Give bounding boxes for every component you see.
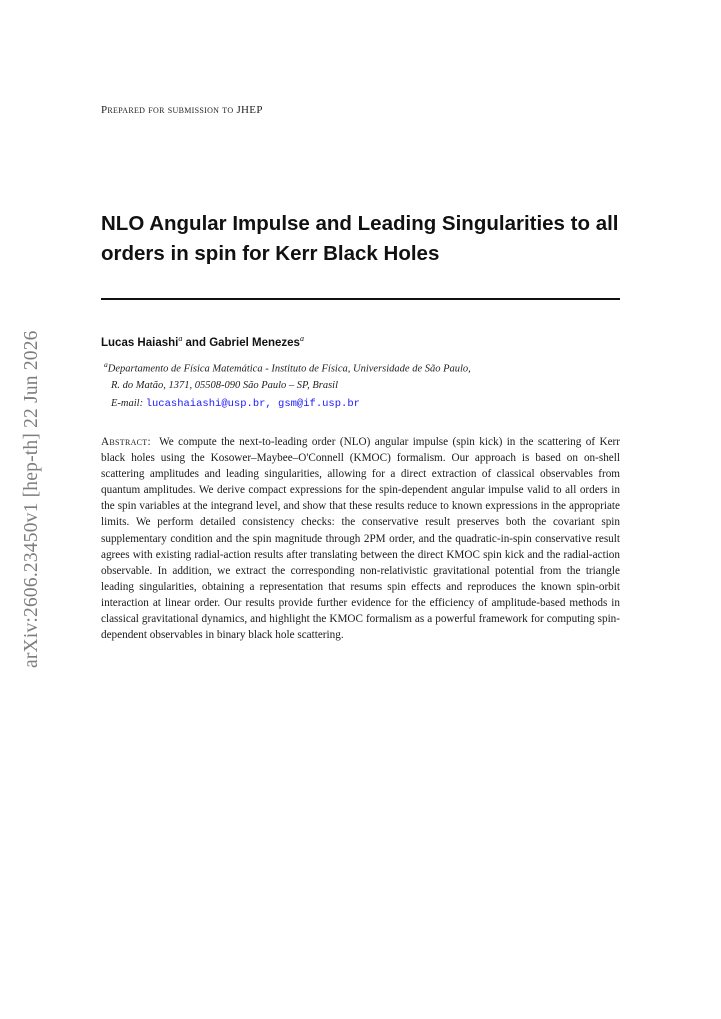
submission-note	[101, 104, 263, 116]
affiliation-line-1: Departamento de Física Matemática - Instituto de Física, Universidade de São Paulo,	[107, 363, 471, 375]
author-joiner: and	[182, 336, 210, 349]
author-name: Gabriel Menezes	[209, 336, 300, 349]
paper-title: NLO Angular Impulse and Leading Singularities to all orders in spin for Kerr Black Holes	[101, 212, 619, 265]
author-name: Lucas Haiashi	[101, 336, 179, 349]
affiliation-line-2: R. do Matão, 1371, 05508-090 São Paulo – SP, Brasil	[111, 379, 339, 391]
author-affil-mark: a	[178, 334, 183, 343]
abstract	[101, 434, 620, 643]
submission-note-text: Prepared for submission to JHEP	[101, 104, 263, 116]
affiliation	[104, 357, 624, 394]
abstract-text: We compute the next-to-leading order (NLO) angular impulse (spin kick) in the scattering of Kerr black holes using the Kosower–Maybee–O'Connell (KMOC) formalism. Our approach is based on on-shell scattering amplitudes and leading singularities, allowing for a direct extraction of classical observables from quantum amplitudes. We derive compact expressions for the spin-dependent angular impulse valid to all orders in the spin variables at the integrand level, and show that these results reduce to known expressions in the appropriate limits. We perform detailed consistency checks: the conservative result preserves both the covariant spin supplementary condition and the spin magnitude through 2PM order, and the quadratic-in-spin conservative result agrees with existing radial-action results after translating between the direct KMOC spin kick and the radial-action observable. In addition, we extract the corresponding non-relativistic gravitational potential from the triangle leading singularities, obtaining a representation that resums spin effects and reproduces the known spin-orbit interaction at linear order. Our results provide further evidence for the efficiency of amplitude-based methods in classical gravitational dynamics, and highlight the KMOC formalism as a powerful framework for computing spin-dependent observables in binary black hole scattering.	[101, 436, 620, 642]
author-list	[101, 334, 304, 349]
email-addresses[interactable]: lucashaiashi@usp.br, gsm@if.usp.br	[145, 398, 360, 410]
email-label: E-mail:	[111, 398, 144, 409]
email-block	[111, 398, 360, 410]
arxiv-identifier: arXiv:2606.23450v1 [hep-th] 22 Jun 2026	[21, 330, 42, 668]
affiliation-mark: a	[104, 360, 108, 369]
abstract-heading: Abstract:	[101, 436, 151, 448]
title-rule	[101, 298, 620, 300]
author-affil-mark: a	[299, 334, 304, 343]
